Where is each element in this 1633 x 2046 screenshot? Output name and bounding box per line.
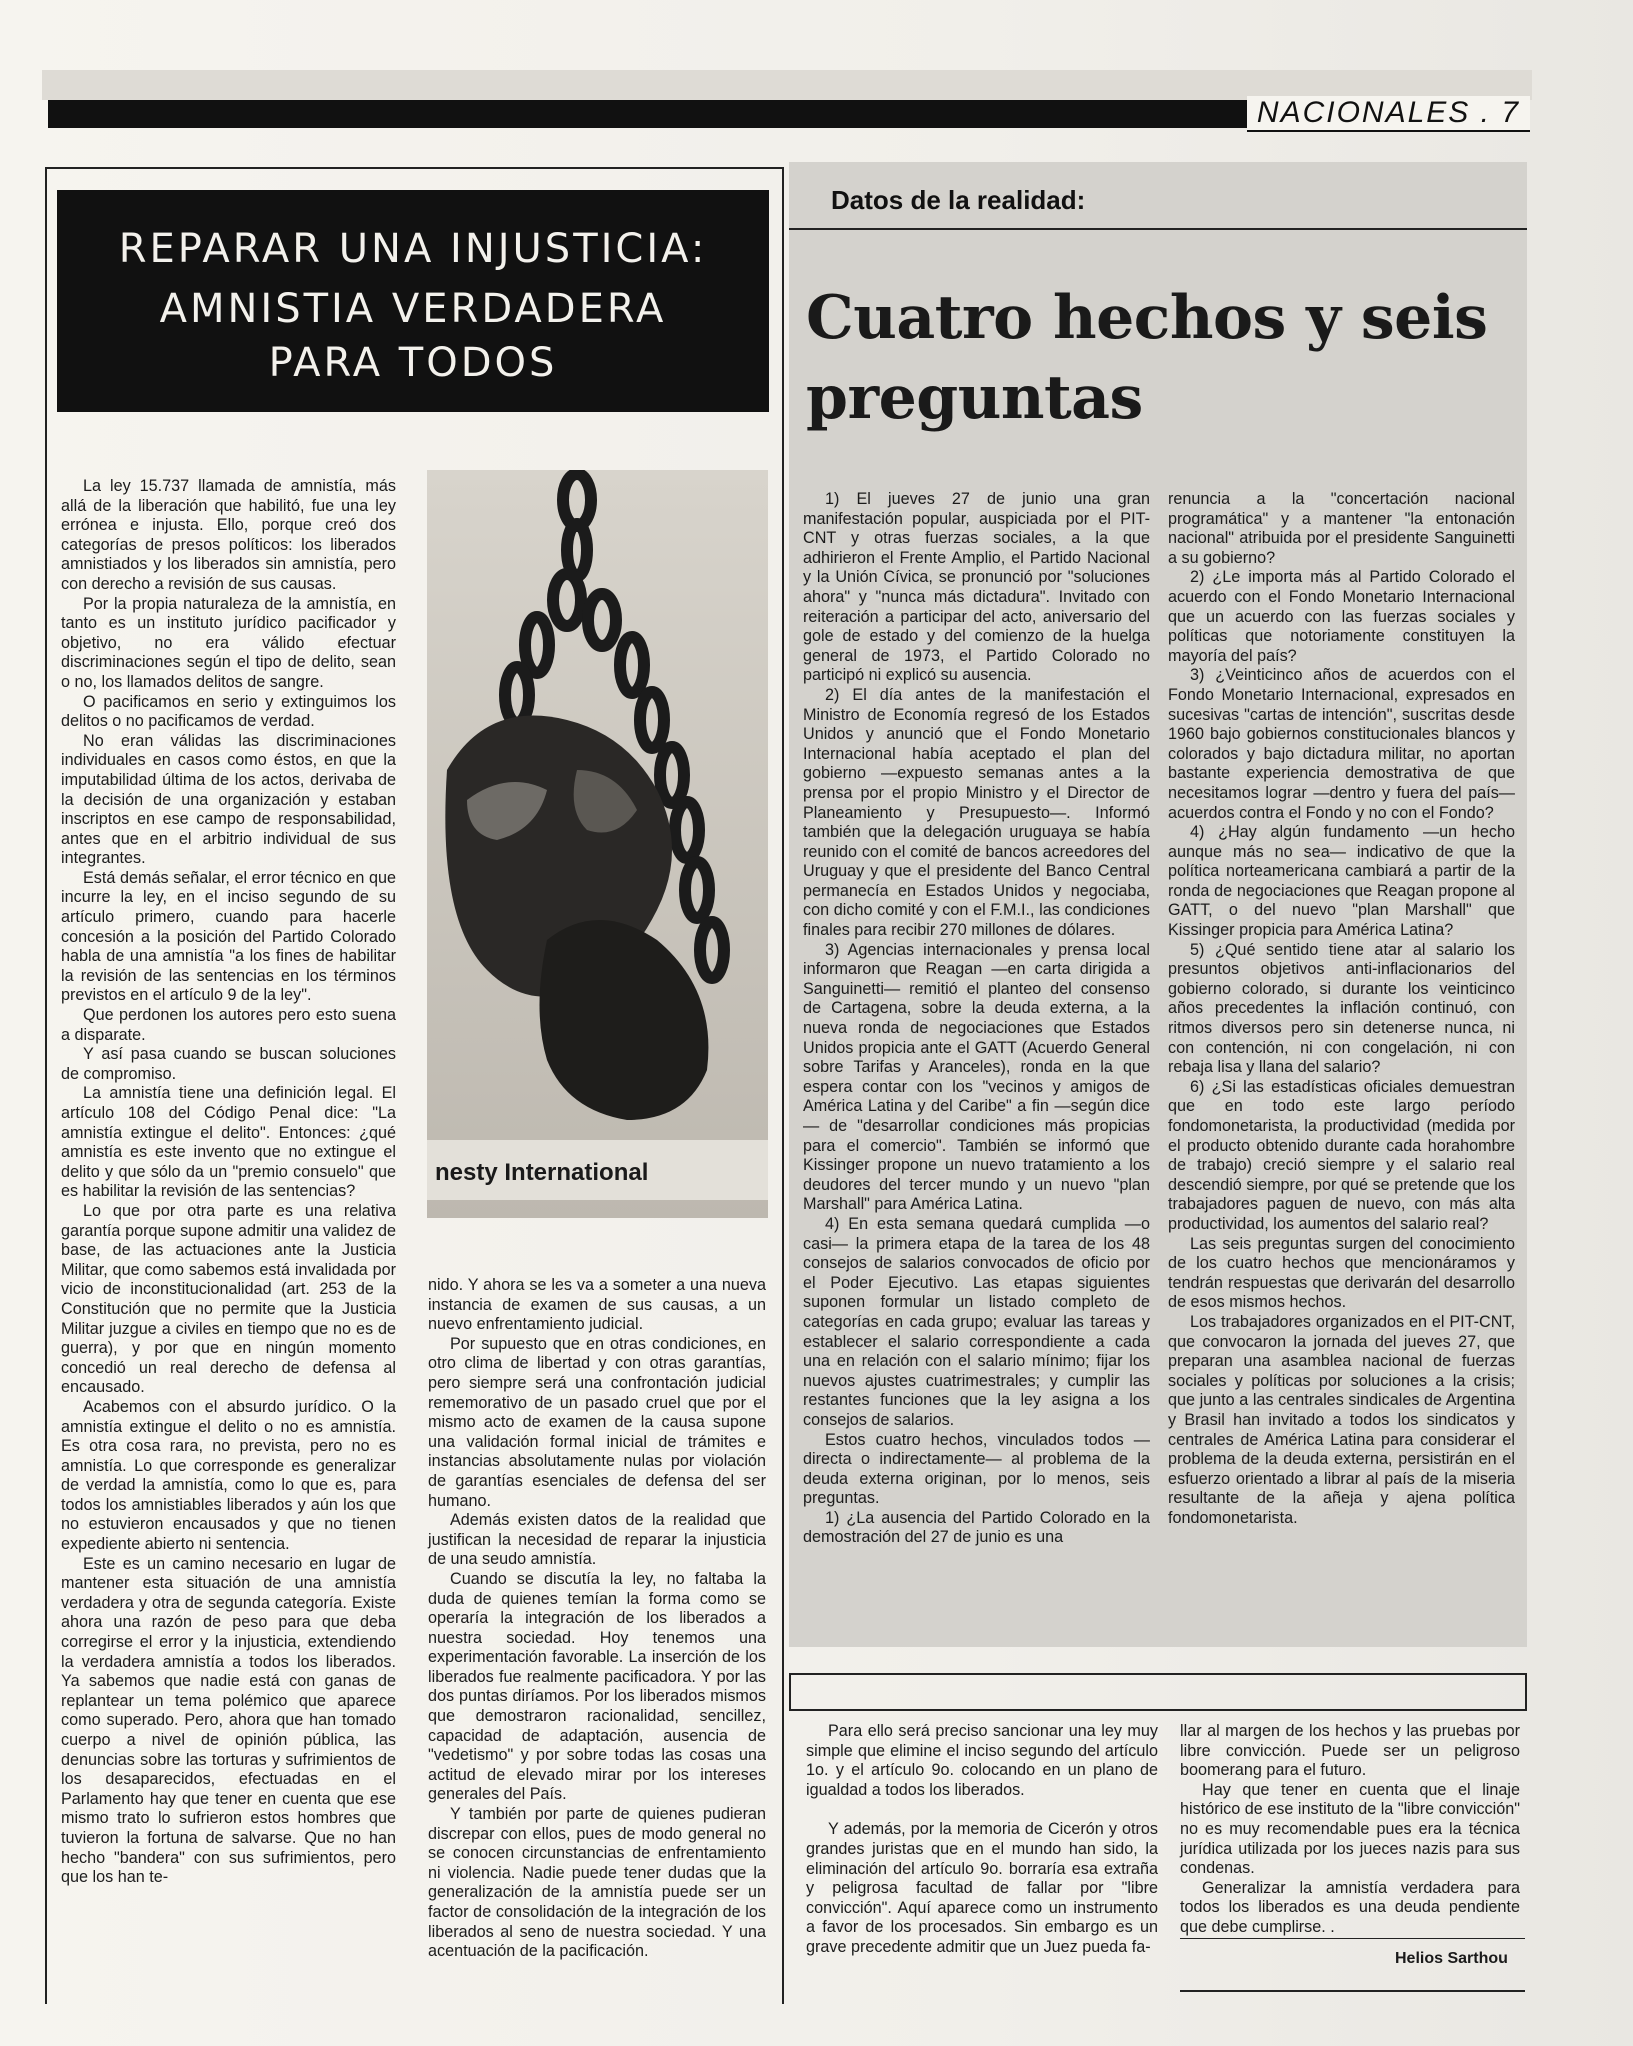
empty-box-rule [789,1673,1527,1711]
left-title-line-1: REPARAR UNA INJUSTICIA: [118,226,708,272]
paragraph: La ley 15.737 llamada de amnistía, más allá de la liberación que habilitó, fue una ley errónea e injusta. Ello, porque creó dos categorías de presos políticos: los liberados amnistiados y los liberados sin amnistía, pero con derecho a revisión de sus causas. [61,477,396,593]
paragraph: 1) ¿La ausencia del Partido Colorado en la demostración del 27 de junio es una [803,1508,1150,1547]
paragraph: Y además, por la memoria de Cicerón y otros grandes juristas que en el mundo han sido, la eliminación del artículo 9o. borraría esa extraña y peligrosa facultad de fallar por "libre convicción". Aquí aparece como un instrumento a favor de los procesados. Sin embargo es un grave precedente admitir que un Juez pueda fa- [806,1820,1158,1956]
paragraph: 4) ¿Hay algún fundamento —un hecho aunque más no sea— indicativo de que la política norteamericana cambiará a partir de la ronda de negociaciones que Reagan propone al GATT, o del nuevo "plan Marshall" que Kissinger propicia para América Latina? [1168,823,1515,940]
paragraph: O pacificamos en serio y extinguimos los delitos o no pacificamos de verdad. [61,692,396,731]
right-article-kicker: Datos de la realidad: [831,185,1086,215]
paragraph: Estos cuatro hechos, vinculados todos —directa o indirectamente— al problema de la deuda externa originan, por lo menos, seis preguntas. [803,1430,1150,1508]
paragraph: Este es un camino necesario en lugar de mantener esta situación de una amnistía verdadera y otra de segunda categoría. Existe ahora una razón de peso para que deba corregirse el error y la injusticia, extendiendo la verdadera amnistía a todos los liberados. Ya sabemos que nadie está con ganas de replantear un tema polémico que aparece como superado. Pero, ahora que han tomado cuerpo a nivel de opinión pública, las denuncias sobre las torturas y sufrimientos de los desaparecidos, efectuadas en el Parlamento hay que tener en cuenta que ese mismo trato lo sufrieron estos hombres que tuvieron la fortuna de salvarse. Que no han hecho "bandera" con sus sufrimientos, pero que los han te- [61,1554,396,1887]
paragraph: 3) Agencias internacionales y prensa local informaron que Reagan —en carta dirigida a Sanguinetti— remitió el planteo del consenso de Cartagena, sobre la deuda externa, a la nueva ronda de negociaciones que Estados Unidos propicia ante el GATT (Acuerdo General sobre Tarifas y Aranceles), ronda en la que espera contar con los "vecinos y amigos de América Latina y del Caribe" a fin —según dice— de "desarrollar condiciones más propicias para el comercio". También se informó que Kissinger propone un nuevo tratamiento a los deudores del tercer mundo y un nuevo "plan Marshall" para América Latina. [803,940,1150,1214]
left-article-title-box [57,190,769,412]
paragraph: llar al margen de los hechos y las pruebas por libre convicción. Puede ser un peligroso boomerang para el futuro. [1180,1722,1520,1780]
paragraph: No eran válidas las discriminaciones individuales en casos como éstos, en que la imputabilidad última de los actos, derivaba de la decisión de una organización y estaban inscriptos en ese campo de responsabilidad, antes que en el arbitrio individual de sus integrantes. [61,731,396,868]
paragraph: 4) En esta semana quedará cumplida —o casi— la primera etapa de la tarea de los 48 consejos de salarios convocados de oficio por el Poder Ejecutivo. Las etapas siguientes suponen formular un listado completo de categorías en cada grupo; evaluar las tareas y establecer el salario correspondiente a cada una en relación con el salario mínimo; fijar los nuevos ajustes cuatrimestrales; y cumplir las restantes funciones que la ley asigna a los consejos de salarios. [803,1214,1150,1429]
paragraph: 3) ¿Veinticinco años de acuerdos con el Fondo Monetario Internacional, expresados en sucesivas "cartas de intención", suscritas desde 1960 bajo gobiernos constitucionales blancos y colorados y bajo dictadura militar, no aportan bastante experiencia demostrativa de que necesitamos lograr —dentro y fuera del país— acuerdos contra el Fondo y no con el Fondo? [1168,666,1515,822]
paragraph: Está demás señalar, el error técnico en que incurre la ley, en el inciso segundo de su artículo primero, cuando para hacerle concesión a la posición del Partido Colorado habla de una amnistía "a los fines de habilitar la revisión de las sentencias en los términos previstos en el artículo 9 de la ley". [61,868,396,1005]
paragraph: Lo que por otra parte es una relativa garantía porque supone admitir una validez de base, de las actuaciones ante la Justicia Militar, que como sabemos está invalidada por vicio de inconstitucionalidad (art. 253 de la Constitución que no permite que la Justicia Militar juzgue a civiles en tiempo que no es de guerra), y por que en ningún momento concedió un real derecho de defensa al encausado. [61,1201,396,1397]
signature-rule [1180,1938,1525,1939]
left-title-line-2: AMNISTIA VERDADERA [159,286,667,332]
paragraph: Por supuesto que en otras condiciones, en otro clima de libertad y con otras garantías, pero siempre será una confrontación judicial rememorativo de un pasado cruel que por el mismo acto de examen de la causa supone una validación formal inicial de trámites e instancias absolutamente nulas por violación de garantías esenciales de defensa del ser humano. [428,1334,766,1510]
paragraph: 5) ¿Qué sentido tiene atar al salario los presuntos objetivos anti-inflacionarios del gobierno colorado, si durante los veinticinco años precedentes la inflación continuó, con ritmos diversos pero sin detenerse nunca, ni con contención, ni con congelación, ni con rebaja lisa y llana del salario? [1168,940,1515,1077]
paragraph: Y también por parte de quienes pudieran discrepar con ellos, pues de modo general no se conocen circunstancias de enfrentamiento ni violencia. Nadie puede tener dudas que la generalización de la amnistía puede ser un factor de consolidación de la integración de los liberados al seno de nuestra sociedad. Y una acentuación de la pacificación. [428,1805,766,1961]
left-title-line-3: PARA TODOS [268,340,558,386]
paragraph: Los trabajadores organizados en el PIT-CNT, que convocaron la jornada del jueves 27, que preparan una asamblea nacional de fuerzas sociales y políticas por soluciones a la crisis; que junto a las centrales sindicales de Argentina y Brasil han invitado a todos los sindicatos y centrales de América Latina para considerar el problema de la deuda externa, persistirán en el esfuerzo orientado a librar al país de la miseria resultante de la añeja y ajena política fondomonetarista. [1168,1312,1515,1527]
paragraph: Las seis preguntas surgen del conocimiento de los cuatro hechos que mencionáramos y tendrán respuestas que derivarán del desarrollo de esos mismos hechos. [1168,1234,1515,1312]
paragraph: 2) El día antes de la manifestación el Ministro de Economía regresó de los Estados Unidos y anunció que el Fondo Monetario Internacional había aceptado el plan del gobierno —expuesto semanas antes a la prensa por el propio Ministro y el Director de Planeamiento y Presupuesto—. Informó también que la delegación uruguaya se había reunido con el comité de bancos acreedores del Uruguay y que el presidente del Banco Central permanecía en Estados Unidos y negociaba, con dicho comité y con el F.M.I., las condiciones finales para recibir 270 millones de dólares. [803,685,1150,940]
section-label: NACIONALES . 7 [1247,96,1530,132]
paragraph: La amnistía tiene una definición legal. El artículo 108 del Código Penal dice: "La amnistía extingue el delito". Entonces: ¿qué amnistía es este invento que no extingue el delito y que sólo da un "premio consuelo" que es habilitar la revisión de las sentencias? [61,1084,396,1201]
paragraph: Y así pasa cuando se buscan soluciones de compromiso. [61,1045,396,1083]
paragraph: nido. Y ahora se les va a someter a una nueva instancia de examen de sus causas, a un nuevo enfrentamiento judicial. [428,1276,766,1334]
left-article-column-1 [61,477,396,1888]
chained-hands-photo [427,470,768,1218]
bottom-rule [1180,1990,1525,1992]
kicker-rule [789,228,1527,230]
paragraph: 6) ¿Si las estadísticas oficiales demuestran que en todo este largo período fondomonetarista, la productividad (medida por el producto obtenido durante cada horahombre de trabajo) creció siempre y el salario real descendió siempre, por qué se pretende que los trabajadores paguen de nuevo, con más alta productividad, los aumentos del salario real? [1168,1077,1515,1233]
paragraph: Generalizar la amnistía verdadera para todos los liberados es una deuda pendiente que debe cumplirse. . [1180,1878,1520,1936]
photo-illustration [427,470,768,1218]
left-article-column-3 [806,1722,1158,1958]
left-article-column-2 [428,1276,766,1962]
paragraph: 1) El jueves 27 de junio una gran manifestación popular, auspiciada por el PIT-CNT y otras fuerzas sociales, a la que adhirieron el Frente Amplio, el Partido Nacional y la Unión Cívica, se pronunció por "soluciones ahora" y "nunca más dictadura". Invitado con reiteración a participar del acto, aniversario del gole de estado y del comienzo de la huelga general de 1973, el Partido Colorado no participó ni explicó su ausencia. [803,490,1150,685]
paragraph: 2) ¿Le importa más al Partido Colorado el acuerdo con el Fondo Monetario Internacional que un acuerdo con las fuerzas sociales y políticas que notoriamente constituyen la mayoría del país? [1168,568,1515,665]
paragraph: Para ello será preciso sancionar una ley muy simple que elimine el inciso segundo del artículo 1o. y el artículo 9o. colocando en un plano de igualdad a todos los liberados. [806,1722,1158,1799]
paragraph: Además existen datos de la realidad que justifican la necesidad de reparar la injusticia de una seudo amnistía. [428,1511,766,1569]
paragraph: Que perdonen los autores pero esto suena a disparate. [61,1006,396,1044]
right-article-headline: Cuatro hechos y seis preguntas [806,283,1488,433]
author-signature: Helios Sarthou [1395,1950,1508,1967]
left-article-column-4 [1180,1722,1520,1938]
paragraph: Cuando se discutía la ley, no faltaba la duda de quienes temían la forma como se operaría la integración de los liberados a nuestra sociedad. Hoy tenemos una experimentación favorable. La inserción de los liberados fue realmente pacificadora. Y por las dos puntas diríamos. Por los liberados mismos que demostraron racionalidad, sencillez, capacidad de adaptación, ausencia de "vedetismo" y por sobre todas las cosas una actitud de elevado mirar por los intereses generales del País. [428,1569,766,1804]
paragraph: Hay que tener en cuenta que el linaje histórico de ese instituto de la "libre convicción" no es muy recomendable pues era la técnica jurídica utilizada por los jueces nazis para sus condenas. [1180,1780,1520,1878]
paragraph: renuncia a la "concertación nacional programática" y a mantener "la entonación nacional" atribuida por el presidente Sanguinetti a su gobierno? [1168,490,1515,567]
right-article-column-1 [803,490,1150,1548]
photo-caption: nesty International [435,1159,649,1186]
right-article-column-2 [1168,490,1515,1528]
paragraph: Por la propia naturaleza de la amnistía, en tanto es un instituto jurídico pacificador y objetivo, no era válido efectuar discriminaciones según el tipo de delito, sean o no, los llamados delitos de sangre. [61,594,396,691]
paragraph: Acabemos con el absurdo jurídico. O la amnistía extingue el delito o no es amnistía. Es otra cosa rara, no prevista, pero no es amnistía. Lo que corresponde es generalizar de verdad la amnistía, como lo que es, para todos los amnistiables liberados y aún los que no estuvieron encausados y que no tienen expediente abierto ni sentencia. [61,1397,396,1554]
